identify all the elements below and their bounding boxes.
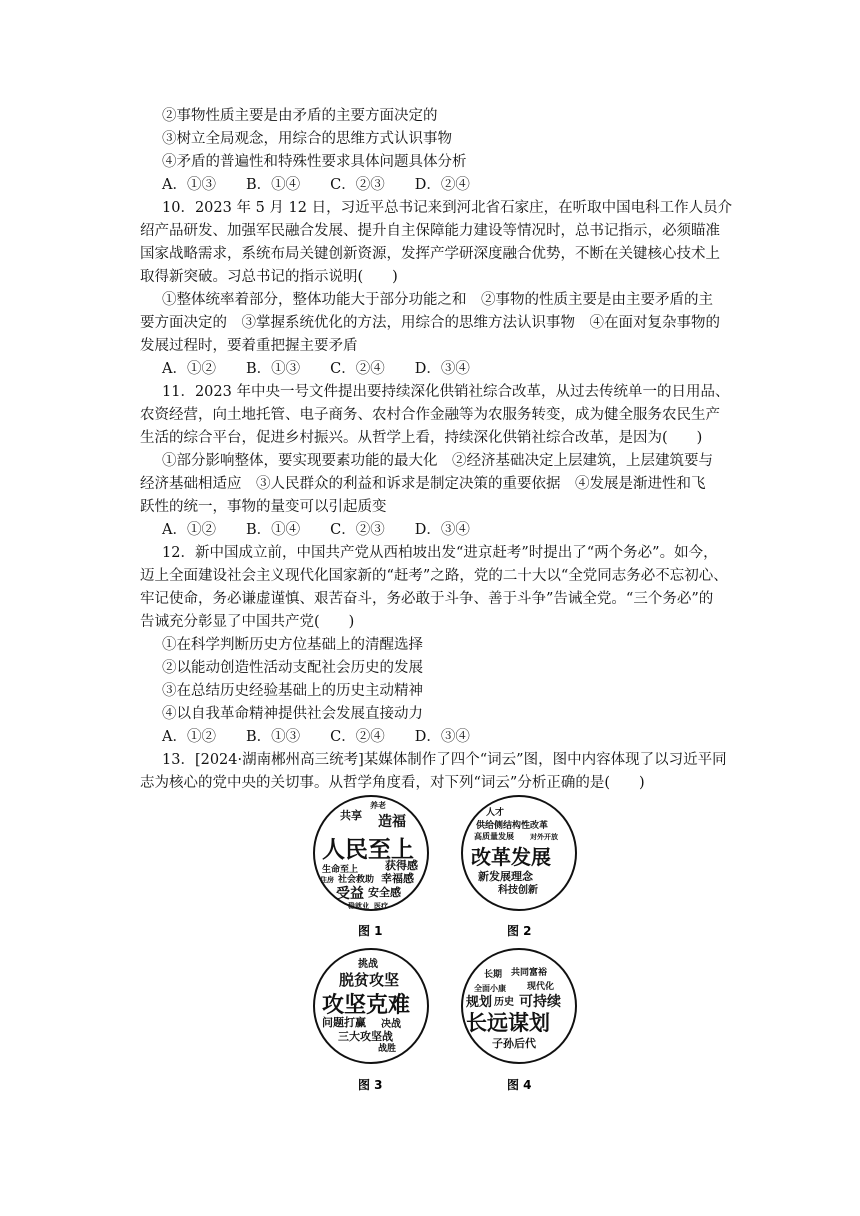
- q11-option-c: C．②③: [330, 522, 385, 538]
- figure-4: [462, 949, 576, 1092]
- q10-stem-line-2: 绍产品研发、加强军民融合发展、提升自主保障能力建设等情况时，总书记指示，必须瞄准: [140, 223, 720, 239]
- figure-3-caption: 图 3: [358, 1078, 383, 1092]
- q10-stem-line-4: 取得新突破。习总书记的指示说明( ): [140, 269, 398, 285]
- q11-choices-line-1: ①部分影响整体，要实现要素功能的最大化 ②经济基础决定上层建筑，上层建筑要与: [162, 453, 713, 469]
- fig1-word-13: 医疗: [374, 902, 388, 910]
- fig2-word-3: 高质量发展: [474, 832, 514, 841]
- q9-option-c: C．②③: [330, 177, 385, 193]
- q10-option-b: B．①③: [245, 361, 301, 377]
- q12-choice-3: ③在总结历史经验基础上的历史主动精神: [162, 683, 423, 699]
- q9-option-d: D．②④: [414, 177, 470, 193]
- fig1-word-12: 稳就业: [348, 902, 369, 910]
- q9-option-a: A．①③: [162, 177, 216, 193]
- q10-choices-line-2: 要方面决定的 ③掌握系统优化的方法，用综合的思维方法认识事物 ④在面对复杂事物的: [140, 315, 720, 331]
- fig2-word-1: 人才: [486, 808, 505, 818]
- q11-options: [162, 520, 500, 540]
- q10-options: [162, 359, 500, 379]
- fig4-word-3: 全面小康: [474, 984, 506, 993]
- q13-stem-line-1: 13．[2024·湖南郴州高三统考]某媒体制作了四个“词云”图，图中内容体现了以习近平同: [162, 752, 727, 768]
- fig4-word-1: 长期: [484, 970, 503, 980]
- q11-stem-line-3: 生活的综合平台，促进乡村振兴。从哲学上看，持续深化供销社综合改革，是因为( ): [140, 430, 703, 446]
- fig4-word-9: 子孙后代: [492, 1037, 536, 1050]
- figure-2-caption: 图 2: [507, 924, 532, 938]
- q12-stem-line-1: 12．新中国成立前，中国共产党从西柏坡出发“进京赶考”时提出了“两个务必”。如今，: [162, 545, 718, 561]
- q11-option-a: A．①②: [162, 522, 216, 538]
- q11-option-b: B．①④: [245, 522, 301, 538]
- fig3-word-7: 战胜: [378, 1044, 397, 1054]
- q10-choices-line-1: ①整体统率着部分，整体功能大于部分功能之和 ②事物的性质主要是由主要矛盾的主: [162, 292, 713, 308]
- q12-stem-line-2: 迈上全面建设社会主义现代化国家新的“赶考”之路，党的二十大以“全党同志务必不忘初心、: [140, 568, 728, 584]
- figure-2: [462, 796, 576, 938]
- fig1-word-11: 安全感: [368, 886, 401, 899]
- figure-3: [314, 949, 428, 1092]
- q11-stem-line-1: 11．2023 年中央一号文件提出要持续深化供销社综合改革，从过去传统单一的日用品、: [162, 384, 730, 400]
- fig4-word-8: 长远谋划: [466, 1011, 550, 1035]
- q9-choice-2: ②事物性质主要是由矛盾的主要方面决定的: [162, 108, 438, 124]
- q9-options: [162, 175, 500, 195]
- q12-stem-line-3: 牢记使命，务必谦虚谨慎、艰苦奋斗，务必敢于斗争、善于斗争”告诫全党。“三个务必”的: [140, 591, 714, 607]
- fig1-word-2: 养老: [370, 801, 386, 810]
- q12-option-b: B．①③: [245, 729, 301, 745]
- q9-option-b: B．①④: [245, 177, 301, 193]
- fig1-word-7: 住房: [320, 876, 334, 884]
- fig2-word-6: 新发展理念: [478, 870, 533, 883]
- figure-4-caption: 图 4: [507, 1078, 532, 1092]
- fig1-word-5: 生命至上: [322, 865, 359, 875]
- figure-1: [314, 796, 428, 938]
- q12-option-c: C．②④: [330, 729, 385, 745]
- fig2-word-4: 对外开放: [530, 833, 558, 841]
- q11-option-d: D．③④: [414, 522, 470, 538]
- fig3-word-4: 问题打赢: [322, 1016, 366, 1029]
- fig1-word-3: 造福: [378, 814, 406, 830]
- q12-options: [162, 727, 500, 747]
- fig2-word-2: 供给侧结构性改革: [476, 821, 549, 831]
- q11-stem-line-2: 农资经营，向土地托管、电子商务、农村合作金融等为农服务转变，成为健全服务农民生产: [140, 407, 720, 423]
- fig1-word-6: 获得感: [385, 859, 418, 872]
- figure-1-caption: 图 1: [358, 924, 383, 938]
- q10-choices-line-3: 发展过程时，要着重把握主要矛盾: [140, 338, 358, 354]
- q10-option-a: A．①②: [162, 361, 216, 377]
- q12-choice-1: ①在科学判断历史方位基础上的清醒选择: [162, 637, 423, 653]
- q10-option-d: D．③④: [414, 361, 470, 377]
- fig3-word-3: 攻坚克难: [322, 993, 411, 1018]
- fig3-word-2: 脱贫攻坚: [339, 971, 400, 989]
- fig1-word-9: 幸福感: [381, 872, 414, 885]
- fig4-word-6: 历史: [494, 997, 514, 1008]
- q12-choice-4: ④以自我革命精神提供社会发展直接动力: [162, 706, 423, 722]
- fig4-word-7: 可持续: [519, 994, 561, 1010]
- fig3-word-6: 三大攻坚战: [338, 1030, 393, 1043]
- q11-choices-line-3: 跃性的统一，事物的量变可以引起质变: [140, 499, 387, 515]
- q10-stem-line-1: 10．2023 年 5 月 12 日，习近平总书记来到河北省石家庄，在听取中国电科工作人员介: [162, 200, 733, 216]
- q12-option-a: A．①②: [162, 729, 216, 745]
- fig1-word-10: 受益: [336, 886, 364, 902]
- fig4-word-4: 现代化: [527, 982, 555, 992]
- q12-choice-2: ②以能动创造性活动支配社会历史的发展: [162, 660, 423, 676]
- fig2-word-5: 改革发展: [471, 845, 551, 869]
- q9-choice-3: ③树立全局观念，用综合的思维方式认识事物: [162, 131, 452, 147]
- fig1-word-8: 社会救助: [338, 875, 375, 885]
- q12-stem-line-4: 告诫充分彰显了中国共产党( ): [140, 614, 355, 630]
- fig4-word-2: 共同富裕: [511, 968, 548, 978]
- q11-choices-line-2: 经济基础相适应 ③人民群众的利益和诉求是制定决策的重要依据 ④发展是渐进性和飞: [140, 476, 706, 492]
- fig1-word-4: 人民至上: [322, 837, 414, 863]
- fig3-word-5: 决战: [381, 1019, 401, 1030]
- q10-stem-line-3: 国家战略需求，系统布局关键创新资源，发挥产学研深度融合优势，不断在关键核心技术上: [140, 246, 720, 262]
- q10-option-c: C．②④: [330, 361, 385, 377]
- fig4-word-5: 规划: [466, 995, 493, 1010]
- q13-stem-line-2: 志为核心的党中央的关切事。从哲学角度看，对下列“词云”分析正确的是( ): [140, 775, 645, 791]
- fig2-word-7: 科技创新: [498, 885, 538, 896]
- fig1-word-1: 共享: [340, 809, 362, 822]
- q12-option-d: D．③④: [414, 729, 470, 745]
- q9-choice-4: ④矛盾的普遍性和特殊性要求具体问题具体分析: [162, 154, 467, 170]
- fig3-word-1: 挑战: [358, 959, 378, 970]
